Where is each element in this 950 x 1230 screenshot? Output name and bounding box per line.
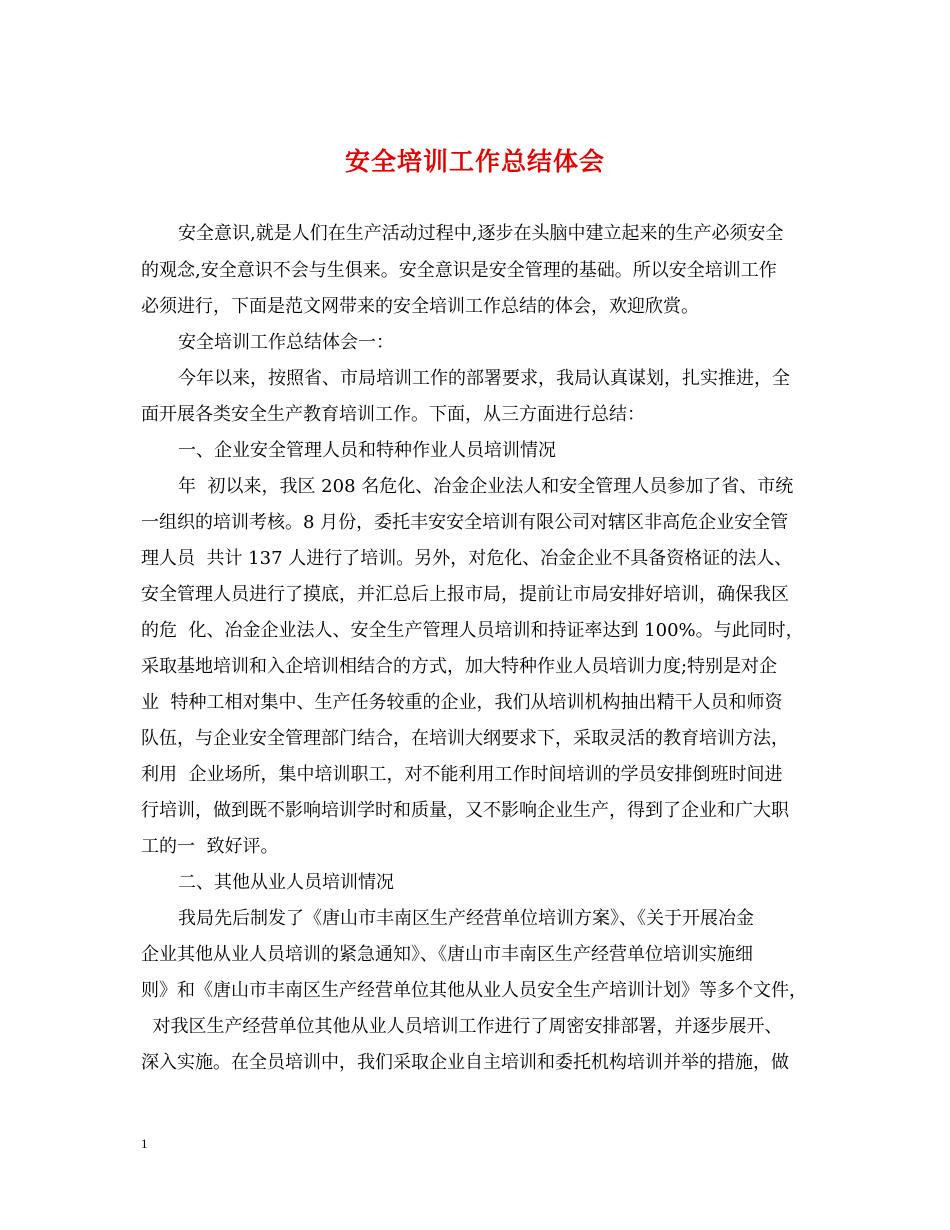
text-line: 我局先后制发了《唐山市丰南区生产经营单位培训方案》、《关于开展冶金 bbox=[178, 908, 754, 929]
text-line: 采取基地培训和入企培训相结合的方式，加大特种作业人员培训力度;特别是对企 bbox=[141, 656, 778, 677]
document-title: 安全培训工作总结体会 bbox=[344, 147, 605, 176]
text-line: 的危 化、冶金企业法人、安全生产管理人员培训和持证率达到 100%。与此同时， bbox=[141, 620, 804, 641]
text-line: 安全管理人员进行了摸底，并汇总后上报市局，提前让市局安排好培训，确保我区 bbox=[141, 584, 789, 605]
text-line: 利用 企业场所，集中培训职工，对不能利用工作时间培训的学员安排倒班时间进 bbox=[141, 764, 783, 785]
section-heading: 二、其他从业人员培训情况 bbox=[178, 872, 394, 893]
text-line: 理人员 共计 137 人进行了培训。另外，对危化、冶金企业不具备资格证的法人、 bbox=[141, 548, 793, 569]
text-line: 的观念,安全意识不会与生俱来。安全意识是安全管理的基础。所以安全培训工作 bbox=[141, 260, 777, 281]
text-line: 安全培训工作总结体会一： bbox=[178, 332, 394, 353]
text-line: 必须进行，下面是范文网带来的安全培训工作总结的体会，欢迎欣赏。 bbox=[141, 296, 699, 317]
text-line: 年 初以来，我区 208 名危化、冶金企业法人和安全管理人员参加了省、市统 bbox=[178, 476, 794, 497]
text-line: 深入实施。在全员培训中，我们采取企业自主培训和委托机构培训并举的措施，做 bbox=[141, 1052, 789, 1073]
text-line: 业 特种工相对集中、生产任务较重的企业，我们从培训机构抽出精干人员和师资 bbox=[141, 692, 783, 713]
text-line: 一组织的培训考核。8 月份，委托丰安安全培训有限公司对辖区非高危企业安全管 bbox=[141, 512, 789, 533]
text-line: 行培训，做到既不影响培训学时和质量，又不影响企业生产，得到了企业和广大职 bbox=[141, 800, 789, 821]
text-line: 队伍，与企业安全管理部门结合，在培训大纲要求下，采取灵活的教育培训方法， bbox=[141, 728, 789, 749]
text-line: 安全意识,就是人们在生产活动过程中,逐步在头脑中建立起来的生产必须安全 bbox=[178, 223, 784, 244]
text-line: 工的一 致好评。 bbox=[141, 836, 279, 857]
text-line: 对我区生产经营单位其他从业人员培训工作进行了周密安排部署，并逐步展开、 bbox=[141, 1016, 783, 1037]
text-line: 面开展各类安全生产教育培训工作。下面，从三方面进行总结： bbox=[141, 404, 645, 425]
page-number: 1 bbox=[141, 1136, 148, 1151]
text-line: 则》和《唐山市丰南区生产经营单位其他从业人员安全生产培训计划》等多个文件， bbox=[141, 980, 807, 1001]
section-heading: 一、企业安全管理人员和特种作业人员培训情况 bbox=[178, 440, 556, 461]
text-line: 今年以来，按照省、市局培训工作的部署要求，我局认真谋划，扎实推进，全 bbox=[178, 368, 790, 389]
text-line: 企业其他从业人员培训的紧急通知》、《唐山市丰南区生产经营单位培训实施细 bbox=[141, 944, 753, 965]
